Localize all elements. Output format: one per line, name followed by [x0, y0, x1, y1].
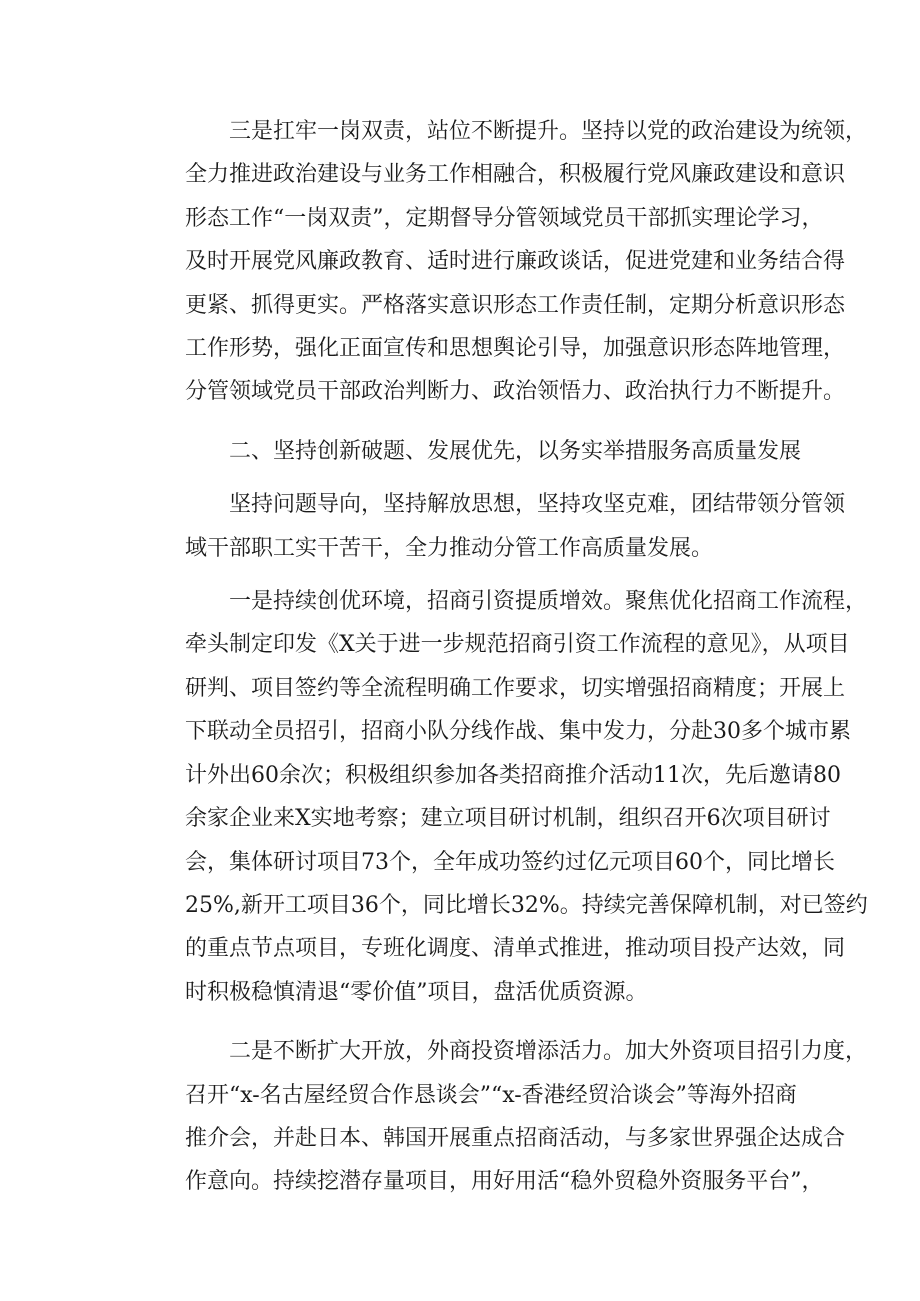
text-line: 坚持问题导向，坚持解放思想，坚持攻坚克难，团结带领分管领 — [229, 492, 846, 518]
text-line: 推介会，并赴日本、韩国开展重点招商活动，与多家世界强企达成合 — [185, 1125, 846, 1151]
text-line: 计外出60余次；积极组织参加各类招商推介活动11次，先后邀请80 — [185, 762, 841, 788]
text-line: 及时开展党风廉政教育、适时进行廉政谈话，促进党建和业务结合得 — [185, 249, 846, 275]
text-line: 25%,新开工项目36个，同比增长32%。持续完善保障机制，对已签约 — [185, 892, 868, 918]
section-heading — [141, 430, 802, 473]
text-line: 时积极稳慎清退“零价值”项目，盘活优质资源。 — [185, 979, 648, 1005]
paragraph-party-responsibility — [141, 110, 868, 414]
text-line: 余家企业来X实地考察；建立项目研讨机制，组织召开6次项目研讨 — [185, 806, 831, 832]
text-line: 二是不断扩大开放，外商投资增添活力。加大外资项目招引力度， — [229, 1039, 868, 1065]
text-line: 的重点节点项目，专班化调度、清单式推进，推动项目投产达效，同 — [185, 936, 846, 962]
text-line: 全力推进政治建设与业务工作相融合，积极履行党风廉政建设和意识 — [185, 162, 846, 188]
paragraph-investment — [141, 580, 868, 1014]
heading-text: 二、坚持创新破题、发展优先，以务实举措服务高质量发展 — [229, 438, 802, 464]
text-line: 分管领域党员干部政治判断力、政治领悟力、政治执行力不断提升。 — [185, 379, 846, 405]
text-line: 会，集体研讨项目73个，全年成功签约过亿元项目60个，同比增长 — [185, 849, 835, 875]
text-line: 作意向。持续挖潜存量项目，用好用活“稳外贸稳外资服务平台”， — [185, 1169, 824, 1195]
document-body — [141, 110, 868, 1204]
paragraph-opening-up — [141, 1030, 868, 1204]
text-line: 下联动全员招引，招商小队分线作战、集中发力，分赴30多个城市累 — [185, 719, 851, 745]
text-line: 域干部职工实干苦干，全力推动分管工作高质量发展。 — [185, 535, 714, 561]
paragraph-intro — [141, 483, 846, 570]
text-line: 研判、项目签约等全流程明确工作要求，切实增强招商精度；开展上 — [185, 675, 846, 701]
text-line: 形态工作“一岗双责”，定期督导分管领域党员干部抓实理论学习， — [185, 205, 824, 231]
text-line: 一是持续创优环境，招商引资提质增效。聚焦优化招商工作流程， — [229, 589, 868, 615]
text-line: 更紧、抓得更实。严格落实意识形态工作责任制，定期分析意识形态 — [185, 292, 846, 318]
text-line: 召开“x-名古屋经贸合作恳谈会”“x-香港经贸洽谈会”等海外招商 — [185, 1082, 797, 1108]
text-line: 三是扛牢一岗双责，站位不断提升。坚持以党的政治建设为统领， — [229, 119, 868, 144]
text-line: 牵头制定印发《X关于进一步规范招商引资工作流程的意见》，从项目 — [185, 632, 850, 658]
text-line: 工作形势，强化正面宣传和思想舆论引导，加强意识形态阵地管理， — [185, 336, 846, 362]
